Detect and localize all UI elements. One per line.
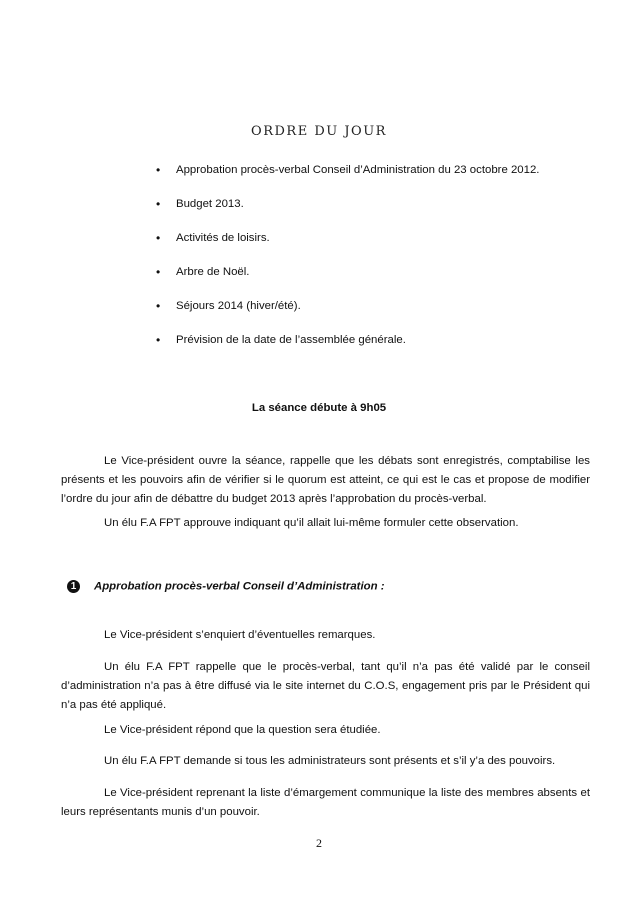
agenda-item-text: Prévision de la date de l’assemblée générale. bbox=[176, 334, 406, 346]
bullet-icon: • bbox=[156, 299, 161, 313]
section-paragraph: Un élu F.A FPT rappelle que le procès-verbal, tant qu’il n’a pas été validé par le conseil d’administration n’a pas à être diffusé via le site internet du C.O.S, engagement pris par le Président qui n’a pas été appliqué. bbox=[61, 661, 590, 711]
section-paragraph: Le Vice-président répond que la question sera étudiée. bbox=[104, 724, 381, 736]
approval-paragraph: Un élu F.A FPT approuve indiquant qu’il allait lui-même formuler cette observation. bbox=[104, 517, 519, 529]
bullet-icon: • bbox=[156, 265, 161, 279]
agenda-item-text: Budget 2013. bbox=[176, 198, 244, 210]
bullet-icon: • bbox=[156, 333, 161, 347]
section-heading bbox=[67, 580, 385, 593]
section-paragraph: Un élu F.A FPT demande si tous les administrateurs sont présents et s’il y’a des pouvoirs. bbox=[104, 755, 556, 767]
agenda-heading: ORDRE DU JOUR bbox=[251, 124, 387, 139]
agenda-item bbox=[152, 264, 539, 298]
section-paragraph: Le Vice-président s’enquiert d’éventuelles remarques. bbox=[104, 629, 376, 641]
bullet-icon: • bbox=[156, 163, 161, 177]
agenda-item-text: Activités de loisirs. bbox=[176, 232, 270, 244]
opening-paragraph: Le Vice-président ouvre la séance, rappelle que les débats sont enregistrés, comptabilise les présents et les pouvoirs afin de vérifier si le quorum est atteint, ce qui est le cas et propose de modifier l’ordre du jour afin de débattre du budget 2013 après l’approbation du procès-verbal. bbox=[61, 455, 590, 505]
agenda-item-text: Séjours 2014 (hiver/été). bbox=[176, 300, 301, 312]
session-start-text: La séance débute à 9h05 bbox=[251, 402, 387, 414]
agenda-item-text: Approbation procès-verbal Conseil d’Administration du 23 octobre 2012. bbox=[176, 164, 540, 176]
agenda-item-text: Arbre de Noël. bbox=[176, 266, 250, 278]
bullet-icon: • bbox=[156, 197, 161, 211]
bullet-icon: • bbox=[156, 231, 161, 245]
page-number: 2 bbox=[316, 836, 322, 850]
section-title: Approbation procès-verbal Conseil d’Administration : bbox=[94, 580, 385, 593]
section-paragraph: Le Vice-président reprenant la liste d’émargement communique la liste des membres absents et leurs représentants munis d’un pouvoir. bbox=[61, 787, 590, 818]
agenda-item bbox=[152, 162, 539, 196]
agenda-list bbox=[152, 162, 539, 366]
agenda-item bbox=[152, 196, 539, 230]
number-one-icon: 1 bbox=[67, 580, 80, 593]
agenda-item bbox=[152, 298, 539, 332]
agenda-item bbox=[152, 230, 539, 264]
agenda-item bbox=[152, 332, 539, 366]
